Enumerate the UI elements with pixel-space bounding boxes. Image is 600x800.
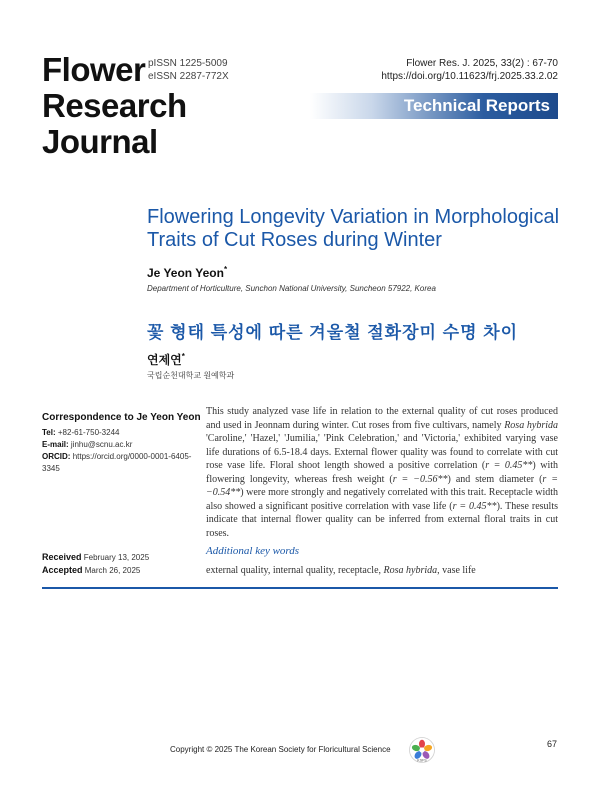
korean-title: 꽃 형태 특성에 따른 겨울철 절화장미 수명 차이 bbox=[147, 323, 519, 342]
section-banner bbox=[310, 93, 558, 119]
article-title-line: Traits of Cut Roses during Winter bbox=[147, 229, 442, 251]
issn-block bbox=[148, 57, 229, 83]
article-title-line: Flowering Longevity Variation in Morphological bbox=[147, 206, 560, 228]
abstract-species: Rosa hybrida bbox=[504, 419, 558, 431]
correspondence-heading bbox=[42, 412, 202, 424]
correlation-value: r = −0.54** bbox=[206, 473, 559, 498]
pissn: pISSN 1225-5009 bbox=[148, 58, 228, 69]
flower-logo-icon bbox=[409, 737, 435, 763]
tel-label: Tel: bbox=[42, 428, 56, 437]
correspondence-name: Je Yeon Yeon bbox=[136, 412, 201, 423]
citation: Flower Res. J. 2025, 33(2) : 67-70 bbox=[406, 58, 558, 69]
author bbox=[147, 265, 227, 280]
abstract-text: 'Caroline,' 'Hazel,' 'Jumilia,' 'Pink Celebration,' and 'Victoria,' exhibited varying vase life durations of 6.5-18.4 days. External flower quality was found to correlate with cut rose vase life. Floral shoot length showed a positive correlation ( bbox=[206, 433, 558, 471]
correspondence-label: Correspondence to bbox=[42, 412, 134, 423]
email-link[interactable]: jinhu@scnu.ac.kr bbox=[70, 440, 133, 449]
corresponding-mark: * bbox=[223, 265, 228, 274]
article-title bbox=[147, 206, 562, 252]
correlation-value: r = 0.45** bbox=[452, 500, 497, 512]
correlation-value: r = −0.56** bbox=[392, 473, 448, 485]
abstract-text: ). These results indicate that internal flower quality can be inferred from external floral traits in cut roses. bbox=[206, 500, 559, 539]
section-divider bbox=[42, 587, 558, 589]
orcid-label: ORCID: bbox=[42, 452, 71, 461]
abstract-text: This study analyzed vase life in relation to the external quality of cut roses produced and used in Jeonnam during winter. Cut roses from five cultivars, namely bbox=[206, 406, 558, 431]
received-date: February 13, 2025 bbox=[83, 553, 150, 562]
logo-text: KSFS bbox=[417, 758, 427, 763]
accepted-label: Accepted bbox=[42, 565, 83, 575]
abstract bbox=[206, 405, 558, 540]
journal-name-line: Flower bbox=[42, 51, 146, 88]
copyright: Copyright © 2025 The Korean Society for Floricultural Science bbox=[170, 745, 391, 754]
doi-link[interactable]: https://doi.org/10.11623/frj.2025.33.2.02 bbox=[381, 71, 558, 82]
keywords bbox=[206, 565, 476, 576]
korean-author bbox=[147, 351, 185, 368]
keywords-text: external quality, internal quality, receptacle, bbox=[206, 565, 384, 576]
correspondence-block bbox=[42, 412, 202, 475]
abstract-text: ) with flowering longevity, whereas fresh weight ( bbox=[206, 460, 559, 485]
corresponding-mark: * bbox=[181, 352, 185, 361]
email-row bbox=[42, 439, 202, 451]
keywords-species: Rosa hybrida bbox=[383, 565, 438, 576]
abstract-text: ) were more strongly and negatively correlated with this trait. Receptacle width also showed a significant positive correlation with vase life ( bbox=[206, 487, 558, 512]
korean-author-name: 연제연 bbox=[147, 353, 182, 367]
affiliation: Department of Horticulture, Sunchon National University, Suncheon 57922, Korea bbox=[147, 284, 436, 293]
tel-value: +82-61-750-3244 bbox=[57, 428, 120, 437]
accepted-date: March 26, 2025 bbox=[84, 566, 141, 575]
korean-affiliation: 국립순천대학교 원예학과 bbox=[147, 371, 235, 380]
journal-name-line: Research bbox=[42, 87, 187, 124]
tel-row bbox=[42, 427, 202, 439]
received-label: Received bbox=[42, 552, 82, 562]
journal-name-line: Journal bbox=[42, 123, 158, 160]
citation-block bbox=[381, 57, 558, 83]
received-row bbox=[42, 551, 149, 564]
abstract-text: ) and stem diameter ( bbox=[447, 473, 543, 485]
author-name: Je Yeon Yeon bbox=[147, 266, 224, 280]
dates-block bbox=[42, 551, 149, 577]
correlation-value: r = 0.45** bbox=[485, 460, 533, 471]
society-logo bbox=[409, 737, 435, 763]
orcid-link[interactable]: https://orcid.org/0000-0001-6405-3345 bbox=[42, 452, 192, 473]
section-label: Technical Reports bbox=[403, 96, 550, 115]
keywords-text: , vase life bbox=[437, 565, 476, 576]
keywords-heading: Additional key words bbox=[206, 545, 300, 557]
eissn: eISSN 2287-772X bbox=[148, 71, 229, 82]
email-label: E-mail: bbox=[42, 440, 69, 449]
accepted-row bbox=[42, 564, 149, 577]
orcid-row bbox=[42, 451, 202, 475]
page-number: 67 bbox=[547, 739, 558, 749]
